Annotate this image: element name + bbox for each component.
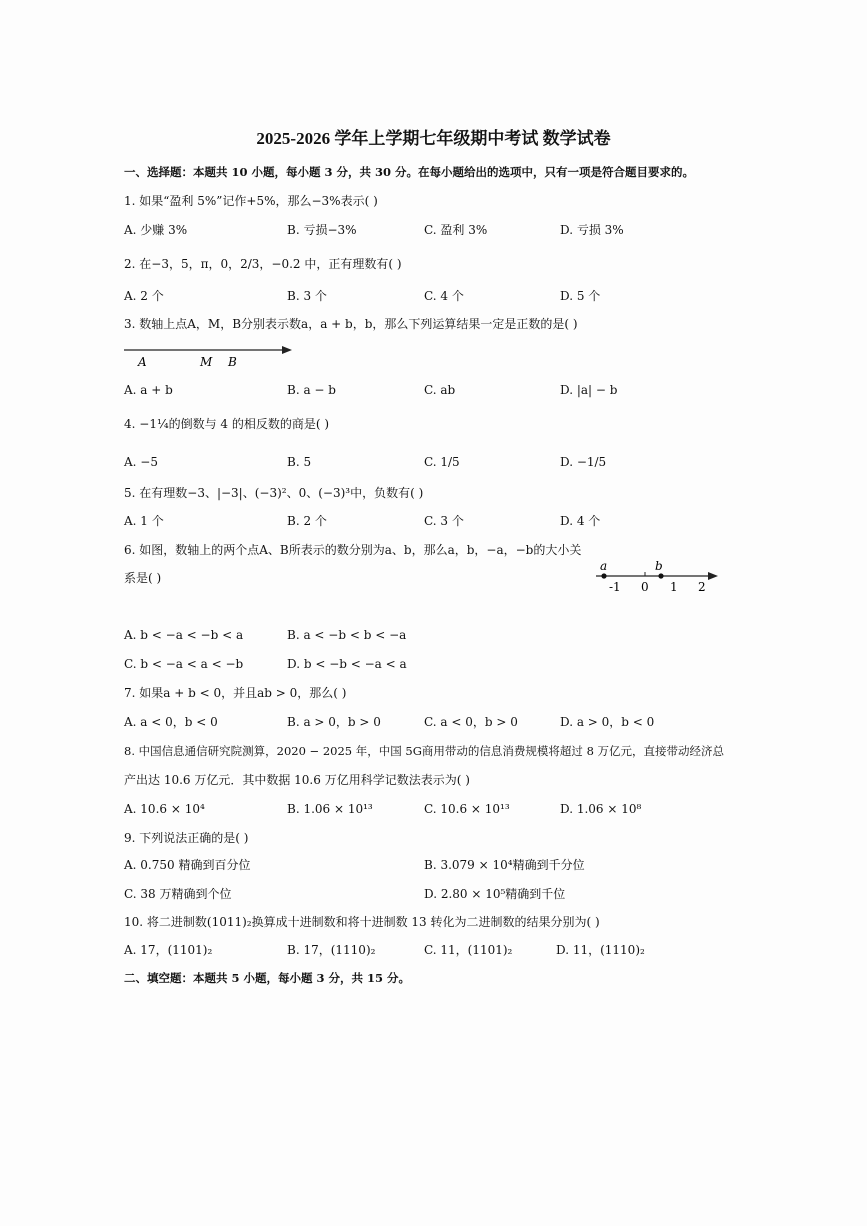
q9-option-d[interactable]: D. 2.80 × 10⁵精确到千位 (424, 887, 566, 901)
point-label-m: M (200, 355, 213, 369)
q2-option-d[interactable]: D. 5 个 (560, 289, 601, 303)
q5-option-d[interactable]: D. 4 个 (560, 514, 601, 528)
question-6-line-1: 6. 如图，数轴上的两个点A、B所表示的数分别为a、b，那么a，b，−a，−b的大小关 (124, 543, 582, 557)
tick-label-0: 0 (641, 580, 649, 594)
question-7: 7. 如果a + b < 0，并且ab > 0，那么( ) (124, 686, 347, 700)
q9-option-b[interactable]: B. 3.079 × 10⁴精确到千分位 (424, 858, 585, 872)
q1-option-d[interactable]: D. 亏损 3% (560, 223, 624, 237)
question-10: 10. 将二进制数(1011)₂换算成十进制数和将十进制数 13 转化为二进制数的结果分别为( ) (124, 915, 600, 929)
q10-option-a[interactable]: A. 17，(1101)₂ (124, 943, 213, 957)
q4-option-d[interactable]: D. −1/5 (560, 455, 607, 469)
question-3: 3. 数轴上点A，M，B分别表示数a，a + b，b，那么下列运算结果一定是正数的是( ) (124, 317, 578, 331)
q3-option-a[interactable]: A. a + b (124, 383, 173, 397)
q7-option-d[interactable]: D. a > 0，b < 0 (560, 715, 655, 729)
q4-option-b[interactable]: B. 5 (287, 455, 312, 469)
q1-option-a[interactable]: A. 少赚 3% (124, 223, 188, 237)
number-line-q3 (124, 342, 304, 372)
q3-option-b[interactable]: B. a − b (287, 383, 336, 397)
q6-option-b[interactable]: B. a < −b < b < −a (287, 628, 407, 642)
question-2: 2. 在−3，5，π，0，2/3，−0.2 中，正有理数有( ) (124, 257, 402, 271)
q7-option-a[interactable]: A. a < 0，b < 0 (124, 715, 218, 729)
tick-label-neg1: -1 (609, 580, 621, 594)
question-4: 4. −1¼的倒数与 4 的相反数的商是( ) (124, 417, 330, 431)
point-label-b-upper: B (228, 355, 237, 369)
q1-option-c[interactable]: C. 盈利 3% (424, 223, 488, 237)
q5-option-a[interactable]: A. 1 个 (124, 514, 164, 528)
q6-option-a[interactable]: A. b < −a < −b < a (124, 628, 244, 642)
tick-label-2: 2 (698, 580, 706, 594)
q8-option-a[interactable]: A. 10.6 × 10⁴ (124, 802, 205, 816)
q3-option-d[interactable]: D. |a| − b (560, 383, 618, 397)
q10-option-d[interactable]: D. 11，(1110)₂ (556, 943, 645, 957)
q8-option-c[interactable]: C. 10.6 × 10¹³ (424, 802, 510, 816)
q9-option-a[interactable]: A. 0.750 精确到百分位 (124, 858, 251, 872)
q2-option-a[interactable]: A. 2 个 (124, 289, 164, 303)
question-6-line-2: 系是( ) (124, 571, 162, 585)
question-5: 5. 在有理数−3、|−3|、(−3)²、0、(−3)³中，负数有( ) (124, 486, 424, 500)
section-heading-fill-in: 二、填空题：本题共 5 小题，每小题 3 分，共 15 分。 (124, 971, 411, 985)
q10-option-c[interactable]: C. 11，(1101)₂ (424, 943, 513, 957)
q4-option-a[interactable]: A. −5 (124, 455, 158, 469)
question-9: 9. 下列说法正确的是( ) (124, 831, 249, 845)
q4-option-c[interactable]: C. 1/5 (424, 455, 460, 469)
q9-option-c[interactable]: C. 38 万精确到个位 (124, 887, 232, 901)
number-line-q6 (596, 559, 726, 599)
question-1: 1. 如果“盈利 5%”记作+5%，那么−3%表示( ) (124, 194, 378, 208)
q8-option-d[interactable]: D. 1.06 × 10⁸ (560, 802, 642, 816)
page-title: 2025-2026 学年上学期七年级期中考试 数学试卷 (256, 129, 611, 148)
q3-option-c[interactable]: C. ab (424, 383, 456, 397)
q10-option-b[interactable]: B. 17，(1110)₂ (287, 943, 376, 957)
section-heading-choice: 一、选择题：本题共 10 小题，每小题 3 分，共 30 分。在每小题给出的选项中，只有一项是符合题目要求的。 (124, 165, 695, 179)
q7-option-c[interactable]: C. a < 0，b > 0 (424, 715, 518, 729)
tick-label-1: 1 (670, 580, 678, 594)
question-8-line-2: 产出达 10.6 万亿元．其中数据 10.6 万亿用科学记数法表示为( ) (124, 773, 470, 787)
q7-option-b[interactable]: B. a > 0，b > 0 (287, 715, 381, 729)
q6-option-c[interactable]: C. b < −a < a < −b (124, 657, 244, 671)
q8-option-b[interactable]: B. 1.06 × 10¹³ (287, 802, 373, 816)
point-label-b: b (655, 559, 663, 573)
q2-option-b[interactable]: B. 3 个 (287, 289, 327, 303)
question-8-line-1: 8. 中国信息通信研究院测算，2020 − 2025 年，中国 5G商用带动的信息消费规模将超过 8 万亿元，直接带动经济总 (124, 744, 725, 758)
q6-option-d[interactable]: D. b < −b < −a < a (287, 657, 407, 671)
point-label-a-upper: A (138, 355, 147, 369)
point-label-a: a (600, 559, 608, 573)
q5-option-b[interactable]: B. 2 个 (287, 514, 327, 528)
q5-option-c[interactable]: C. 3 个 (424, 514, 464, 528)
q2-option-c[interactable]: C. 4 个 (424, 289, 464, 303)
q1-option-b[interactable]: B. 亏损−3% (287, 223, 357, 237)
